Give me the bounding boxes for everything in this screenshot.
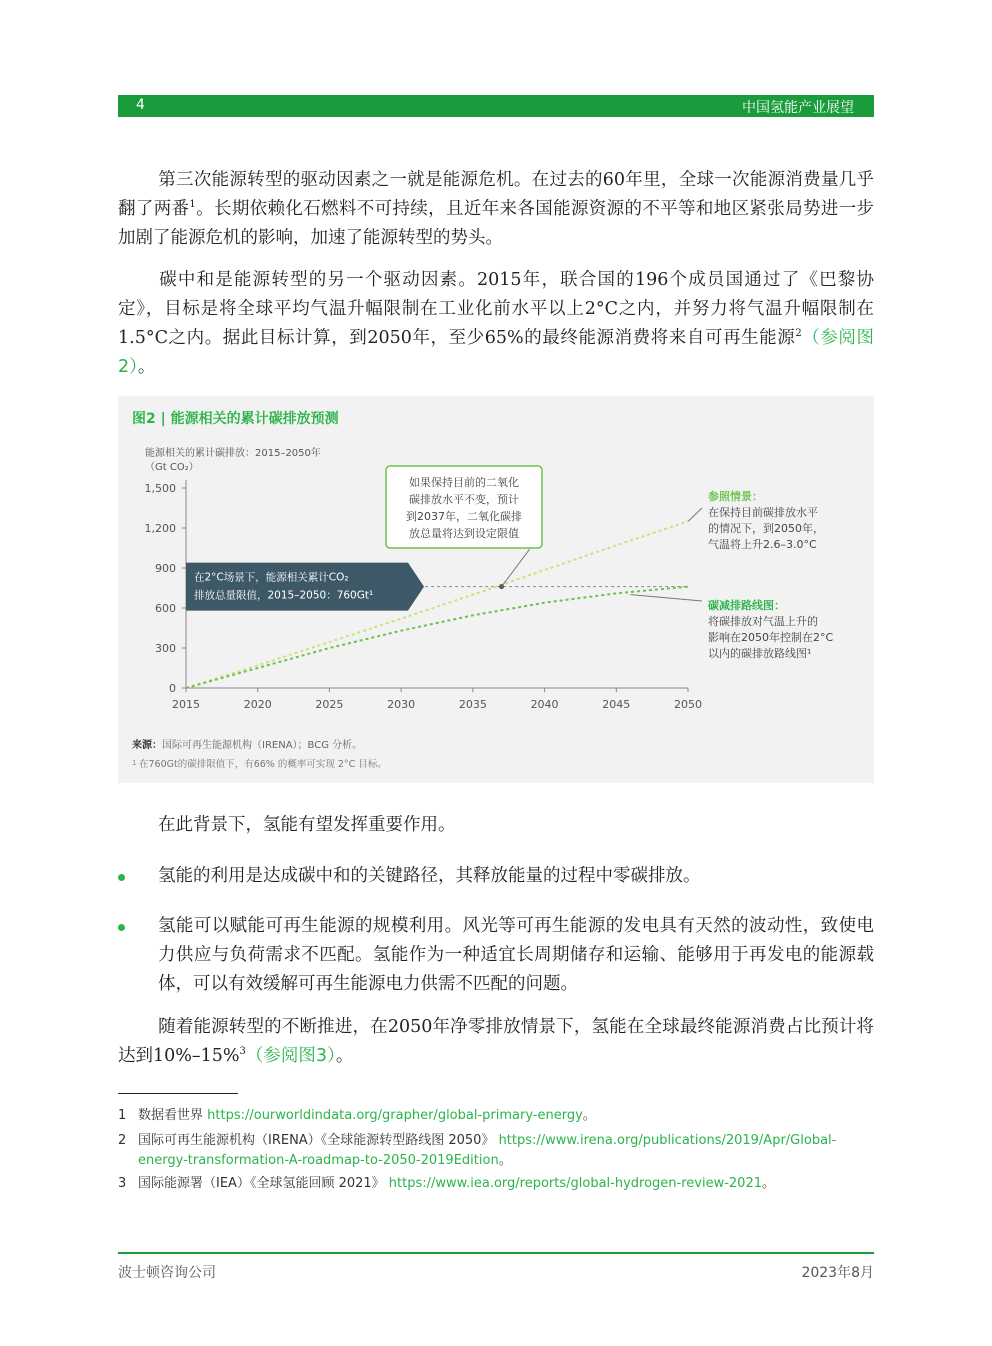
x-tick-label: 2045 bbox=[602, 698, 631, 711]
limit-banner bbox=[186, 563, 424, 611]
x-tick-label: 2040 bbox=[530, 698, 559, 711]
y-axis-unit: （Gt CO₂） bbox=[145, 462, 199, 473]
callout-text: 放总量将达到设定限值 bbox=[409, 527, 519, 540]
paragraph-3: 在此背景下，氢能有望发挥重要作用。 bbox=[158, 815, 456, 835]
callout-text: 如果保持目前的二氧化 bbox=[409, 476, 519, 489]
y-tick-label: 600 bbox=[155, 602, 176, 615]
footnote-link[interactable]: https://www.iea.org/reports/global-hydrogen-review-2021 bbox=[388, 1176, 762, 1191]
paragraph-4: 随着能源转型的不断推进，在2050年净零排放情景下，氢能在全球最终能源消费占比预计将达到10%–15%$^3$（参阅图3）。 bbox=[118, 1017, 874, 1066]
figure-title: 图2 | 能源相关的累计碳排放预测 bbox=[132, 411, 339, 427]
footnote-ref-3[interactable]: 3 bbox=[239, 1046, 246, 1058]
ref-scenario-text: 气温将上升2.6–3.0°C bbox=[708, 538, 817, 551]
page-header bbox=[118, 95, 874, 117]
y-tick-label: 1,500 bbox=[144, 482, 176, 495]
limit-banner-text: 排放总量限值，2015–2050：760Gt¹ bbox=[194, 589, 374, 602]
x-tick-label: 2050 bbox=[674, 698, 702, 711]
footnote-link[interactable]: https://ourworldindata.org/grapher/global-primary-energy bbox=[207, 1108, 583, 1123]
footnote-ref-1[interactable]: 1 bbox=[189, 199, 196, 211]
pathway-text: 将碳排放对气温上升的 bbox=[708, 615, 818, 628]
figure-footnote-marker: 1 bbox=[132, 759, 137, 767]
ref-leader bbox=[688, 508, 702, 521]
emissions-chart bbox=[118, 396, 874, 783]
x-tick-label: 2035 bbox=[458, 698, 487, 711]
footer-divider bbox=[118, 1252, 874, 1254]
callout-text: 碳排放水平不变，预计 bbox=[409, 493, 519, 506]
footnote-divider bbox=[118, 1093, 238, 1094]
paragraph-1: 第三次能源转型的驱动因素之一就是能源危机。在过去的60年里，全球一次能源消费量几乎翻了两番$^1$。长期依赖化石燃料不可持续，且近年来各国能源资源的不平等和地区紧张局势进一步加剧了能源危机的影响，加速了能源转型的势头。 bbox=[118, 170, 875, 248]
x-tick-label: 2015 bbox=[172, 698, 200, 711]
pathway-text: 影响在2050年控制在2°C bbox=[708, 631, 834, 644]
paragraph-2: 碳中和是能源转型的另一个驱动因素。2015年，联合国的196个成员国通过了《巴黎协定》，目标是将全球平均气温升幅限制在工业化前水平以上2°C之内，并努力将气温升幅限制在1.5°C之内。据此目标计算，到2050年，至少65%的最终能源消费将来自可再生能源$^2$（参阅图2）。 bbox=[118, 270, 874, 377]
limit-banner-text: 在2°C场景下，能源相关累计CO₂ bbox=[194, 571, 349, 584]
bullet-dot-icon bbox=[118, 924, 125, 931]
x-tick-label: 2020 bbox=[243, 698, 272, 711]
y-tick-label: 0 bbox=[169, 682, 176, 695]
callout-text: 到2037年，二氧化碳排 bbox=[406, 510, 522, 523]
x-tick-label: 2025 bbox=[315, 698, 344, 711]
figure-2 bbox=[118, 396, 874, 783]
pathway-title: 碳减排路线图： bbox=[708, 599, 785, 612]
figure-footnote: 在760Gt的碳排限值下，有66% 的概率可实现 2°C 目标。 bbox=[139, 759, 387, 770]
figure-3-link[interactable]: （参阅图3） bbox=[245, 1046, 336, 1066]
header-title: 中国氢能产业展望 bbox=[742, 100, 854, 116]
footer-date: 2023年8月 bbox=[801, 1265, 874, 1281]
callout-leader bbox=[502, 549, 530, 586]
y-tick-label: 1,200 bbox=[144, 522, 176, 535]
footnote-ref-2[interactable]: 2 bbox=[795, 328, 802, 340]
ref-scenario-text: 在保持目前碳排放水平 bbox=[708, 506, 818, 519]
figure-2-link[interactable]: （参阅图2） bbox=[118, 328, 874, 377]
y-axis-label: 能源相关的累计碳排放：2015–2050年 bbox=[145, 448, 321, 459]
y-tick-label: 300 bbox=[155, 642, 176, 655]
path-leader bbox=[631, 595, 702, 601]
pathway-text: 以内的碳排放路线图¹ bbox=[708, 647, 812, 660]
ref-scenario-title: 参照情景： bbox=[708, 490, 763, 503]
ref-scenario-text: 的情况下，到2050年， bbox=[708, 522, 824, 535]
x-tick-label: 2030 bbox=[387, 698, 416, 711]
y-tick-label: 900 bbox=[155, 562, 176, 575]
bullet-dot-icon bbox=[118, 874, 125, 881]
footer-company: 波士顿咨询公司 bbox=[118, 1265, 216, 1281]
page-number: 4 bbox=[136, 97, 145, 113]
footnote-link[interactable]: https://www.irena.org/publications/2019/Apr/Global-energy-transformation-A-roadmap-to-2050-2019Edition bbox=[138, 1133, 837, 1168]
figure-source: 来源：国际可再生能源机构（IRENA）；BCG 分析。 bbox=[132, 740, 363, 751]
